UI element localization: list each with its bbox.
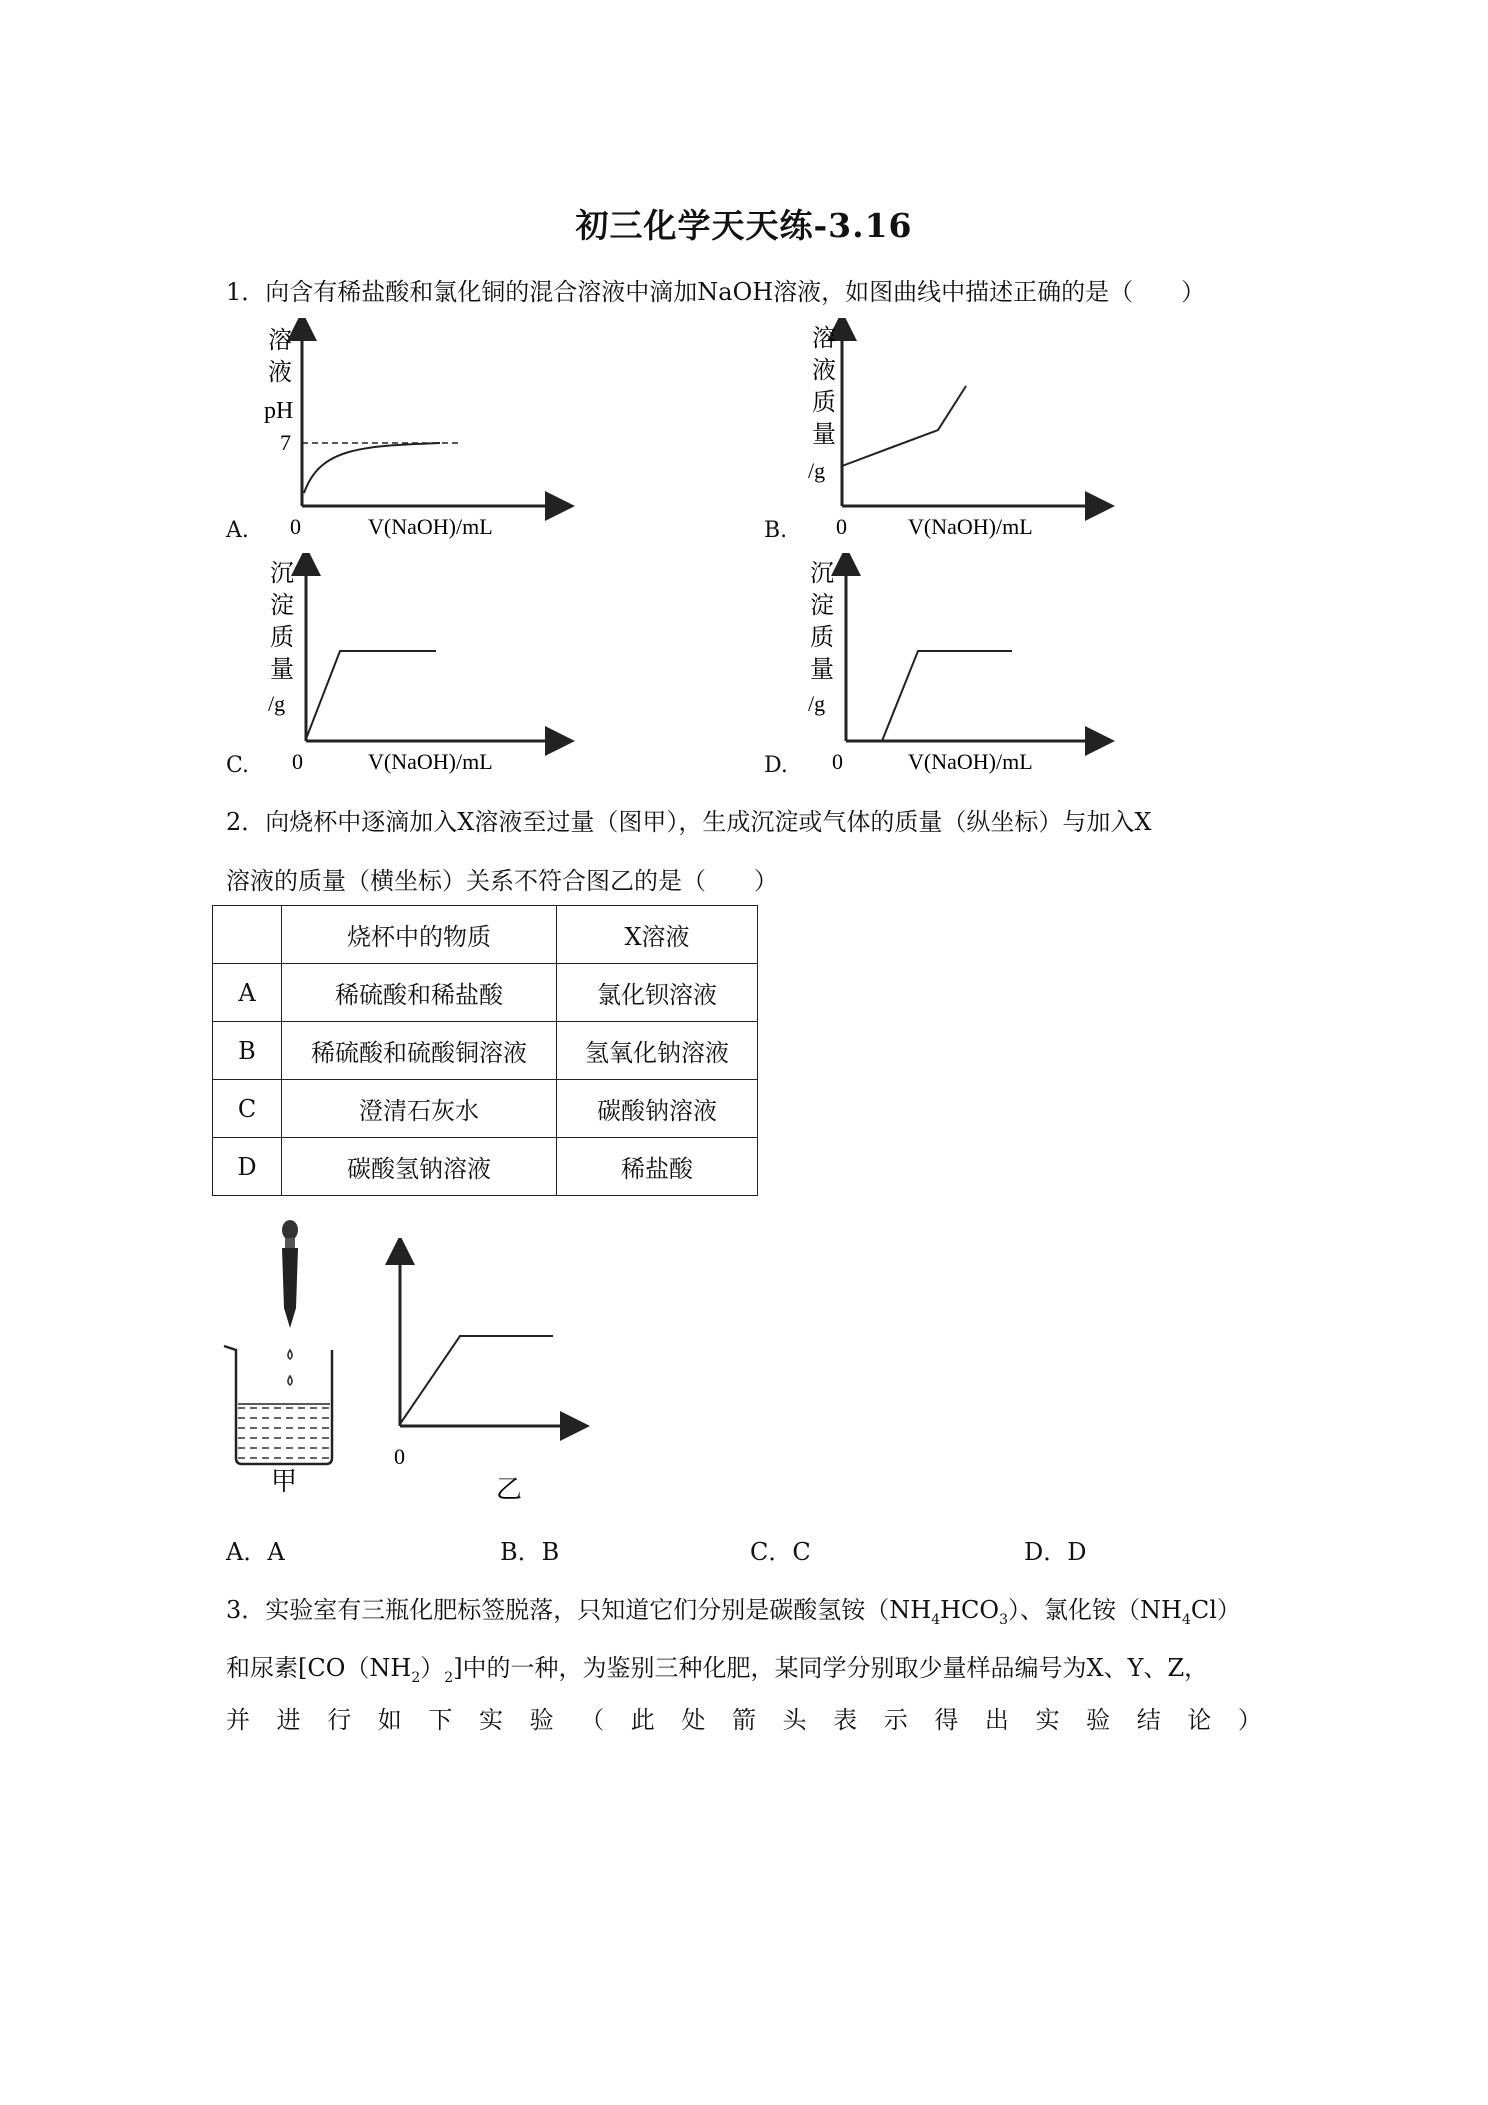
table-cell: B [213,1022,282,1080]
q2-stem-line2: 溶液的质量（横坐标）关系不符合图乙的是（ ） [226,867,778,895]
q1-d-ylabel-3: 质 [810,625,834,651]
table-cell: C [213,1080,282,1138]
q2-figure-jia [222,1218,352,1493]
q1-c-ylabel-1: 沉 [270,561,294,587]
q2-option-c: C．C [750,1538,811,1566]
q1-c-ylabel-5: /g [268,691,286,716]
q1-c-origin: 0 [292,749,303,774]
dropper-icon [282,1220,298,1328]
q1-a-ylabel-2: 液 [268,360,292,386]
q2-figure-yi [380,1238,590,1503]
table-cell: 稀硫酸和硫酸铜溶液 [282,1022,557,1080]
q2-option-b: B．B [500,1538,560,1566]
q1-b-origin: 0 [836,514,847,539]
table-cell: 碳酸钠溶液 [557,1080,758,1138]
q1-d-xlabel: V(NaOH)/mL [908,749,1033,774]
fig-yi-origin: 0 [394,1444,405,1469]
q1-graph-a [260,318,580,548]
q1-d-ylabel-1: 沉 [810,561,834,587]
q1-stem: 1．向含有稀盐酸和氯化铜的混合溶液中滴加NaOH溶液，如图曲线中描述正确的是（ ） [226,278,1206,306]
page-title: 初三化学天天练-3.16 [575,206,913,245]
q1-b-ylabel-1: 溶 [812,326,836,352]
table-row [213,1022,758,1080]
table-header-cell: X溶液 [557,906,758,964]
q1-a-ylabel-1: 溶 [268,328,292,354]
q2-option-d: D．D [1024,1538,1087,1566]
table-header-cell [213,906,282,964]
q3-line3: 并 进 行 如 下 实 验 （ 此 处 箭 头 表 示 得 出 实 验 结 论 ） [226,1706,1262,1734]
table-row [213,1080,758,1138]
table-cell: D [213,1138,282,1196]
q1-b-ylabel-3: 质 [812,390,836,416]
q2-stem-line1: 2．向烧杯中逐滴加入X溶液至过量（图甲），生成沉淀或气体的质量（纵坐标）与加入X [226,808,1152,836]
q3-line1: 3．实验室有三瓶化肥标签脱落，只知道它们分别是碳酸氢铵$(NH_4HCO_3)$、氯化铵$(NH_4Cl)$ [226,1596,1241,1628]
beaker-icon [224,1346,332,1464]
fig-jia-label: 甲 [270,1467,298,1493]
table-cell: 稀硫酸和稀盐酸 [282,964,557,1022]
table-row [213,1138,758,1196]
q1-a-tick-7: 7 [280,430,291,455]
q1-c-ylabel-3: 质 [270,625,294,651]
q1-option-a-label: A. [226,518,249,543]
q1-d-ylabel-5: /g [808,691,826,716]
q1-graph-d [800,553,1120,783]
q2-table [212,905,758,1196]
q1-graph-b [800,318,1120,548]
q1-option-b-label: B. [764,518,788,543]
table-cell: 氯化钡溶液 [557,964,758,1022]
q1-b-xlabel: V(NaOH)/mL [908,514,1033,539]
q1-d-origin: 0 [832,749,843,774]
q2-option-a: A．A [226,1538,285,1566]
table-row [213,964,758,1022]
q1-a-ylabel-3: pH [264,398,294,424]
q3-line2: 和尿素$[CO(NH_2)_2]$中的一种，为鉴别三种化肥，某同学分别取少量样品编号为X、Y、Z， [226,1654,1209,1686]
q1-option-c-label: C. [226,753,250,778]
q1-a-xlabel: V(NaOH)/mL [368,514,493,539]
q1-b-ylabel-5: /g [808,458,826,483]
q1-d-ylabel-2: 淀 [810,593,834,619]
q1-option-d-label: D. [764,753,788,778]
table-header-cell: 烧杯中的物质 [282,906,557,964]
q1-b-ylabel-2: 液 [812,358,836,384]
fig-yi-label: 乙 [496,1475,523,1503]
q1-graph-c [260,553,580,783]
q1-a-origin: 0 [290,514,301,539]
drops-icon [288,1350,292,1385]
table-cell: 稀盐酸 [557,1138,758,1196]
table-cell: 氢氧化钠溶液 [557,1022,758,1080]
q1-d-ylabel-4: 量 [810,657,834,683]
table-header-row [213,906,758,964]
q1-c-ylabel-2: 淀 [270,593,294,619]
table-cell: A [213,964,282,1022]
q1-c-ylabel-4: 量 [270,657,294,683]
q1-b-ylabel-4: 量 [812,422,836,448]
q1-c-xlabel: V(NaOH)/mL [368,749,493,774]
table-cell: 碳酸氢钠溶液 [282,1138,557,1196]
table-cell: 澄清石灰水 [282,1080,557,1138]
